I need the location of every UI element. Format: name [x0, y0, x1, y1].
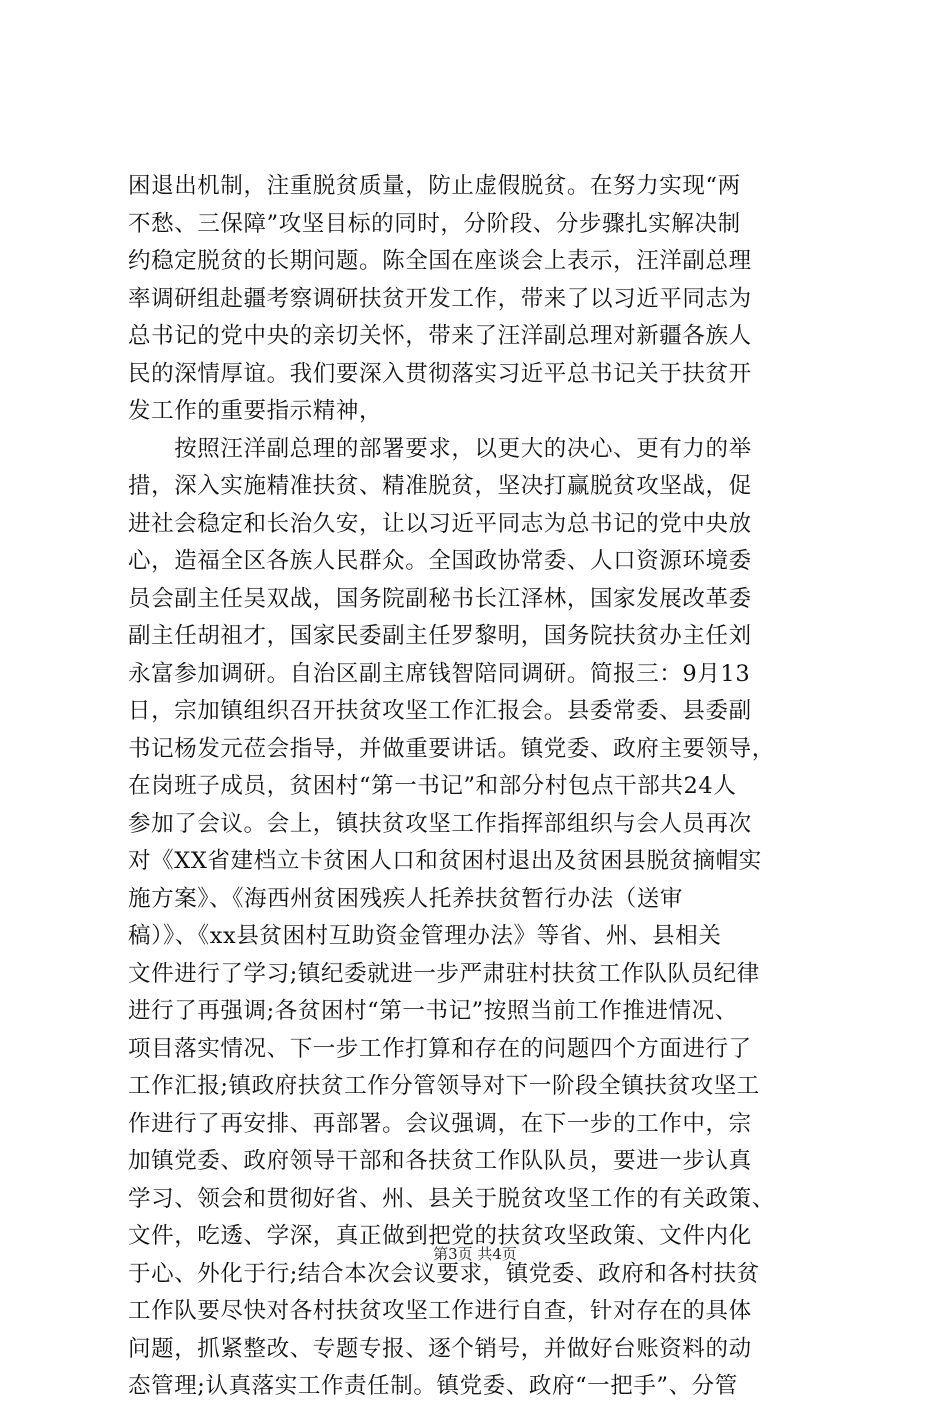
text-line: 参加了会议。会上，镇扶贫攻坚工作指挥部组织与会人员再次 — [128, 810, 752, 837]
text-line: 按照汪洋副总理的部署要求，以更大的决心、更有力的举 — [128, 435, 752, 462]
text-line: 加镇党委、政府领导干部和各扶贫工作队队员，要进一步认真 — [128, 1148, 752, 1174]
text-line: 工作汇报;镇政府扶贫工作分管领导对下一阶段全镇扶贫攻坚工 — [128, 1073, 760, 1099]
text-line: 进行了再强调;各贫困村“第一书记”按照当前工作推进情况、 — [128, 998, 738, 1024]
text-line: 工作队要尽快对各村扶贫攻坚工作进行自查，针对存在的具体 — [128, 1298, 752, 1324]
text-line: 态管理;认真落实工作责任制。镇党委、政府“一把手”、分管 — [128, 1373, 738, 1399]
text-line: 副主任胡祖才，国家民委副主任罗黎明，国务院扶贫办主任刘 — [128, 623, 752, 649]
text-line: 文件，吃透、学深，真正做到把党的扶贫攻坚政策、文件内化 — [128, 1223, 752, 1249]
text-line: 民的深情厚谊。我们要深入贯彻落实习近平总书记关于扶贫开 — [128, 360, 752, 387]
text-line: 稿）》、《xx县贫困村互助资金管理办法》等省、州、县相关 — [128, 923, 722, 949]
text-line: 员会副主任吴双战，国务院副秘书长江泽林，国家发展改革委 — [128, 585, 752, 612]
text-line: 书记杨发元莅会指导，并做重要讲话。镇党委、政府主要领导， — [128, 735, 775, 762]
page-footer: 第3页 共4页 — [433, 1245, 517, 1263]
text-line: 约稳定脱贫的长期问题。陈全国在座谈会上表示，汪洋副总理 — [128, 248, 752, 274]
text-line: 学习、领会和贯彻好省、州、县关于脱贫攻坚工作的有关政策、 — [128, 1185, 775, 1212]
text-line: 率调研组赴疆考察调研扶贫开发工作，带来了以习近平同志为 — [128, 285, 752, 312]
text-line: 在岗班子成员，贫困村“第一书记”和部分村包点干部共24人 — [128, 773, 737, 799]
text-line: 心，造福全区各族人民群众。全国政协常委、人口资源环境委 — [128, 548, 752, 574]
text-line: 永富参加调研。自治区副主席钱智陪同调研。简报三：9月13 — [128, 660, 751, 687]
text-line: 项目落实情况、下一步工作打算和存在的问题四个方面进行了 — [128, 1035, 752, 1062]
text-line: 文件进行了学习;镇纪委就进一步严肃驻村扶贫工作队队员纪律 — [128, 960, 760, 987]
text-line: 不愁、三保障”攻坚目标的同时，分阶段、分步骤扎实解决制 — [128, 210, 741, 237]
text-line: 进社会稳定和长治久安，让以习近平同志为总书记的党中央放 — [128, 510, 752, 537]
text-line: 发工作的重要指示精神， — [128, 398, 383, 424]
text-line: 措，深入实施精准扶贫、精准脱贫，坚决打赢脱贫攻坚战，促 — [128, 473, 752, 499]
document-body — [128, 168, 828, 1406]
text-line: 施方案》、《海西州贫困残疾人托养扶贫暂行办法（送审 — [128, 885, 684, 912]
text-line: 问题，抓紧整改、专题专报、逐个销号，并做好台账资料的动 — [128, 1335, 752, 1362]
text-line: 困退出机制，注重脱贫质量，防止虚假脱贫。在努力实现“两 — [128, 173, 741, 199]
text-line: 于心、外化于行;结合本次会议要求，镇党委、政府和各村扶贫 — [128, 1260, 760, 1287]
text-line: 总书记的党中央的亲切关怀，带来了汪洋副总理对新疆各族人 — [128, 323, 752, 349]
text-line: 作进行了再安排、再部署。会议强调，在下一步的工作中，宗 — [128, 1110, 752, 1137]
text-line: 日，宗加镇组织召开扶贫攻坚工作汇报会。县委常委、县委副 — [128, 698, 752, 724]
text-line: 对《XX省建档立卡贫困人口和贫困村退出及贫困县脱贫摘帽实 — [128, 848, 762, 874]
